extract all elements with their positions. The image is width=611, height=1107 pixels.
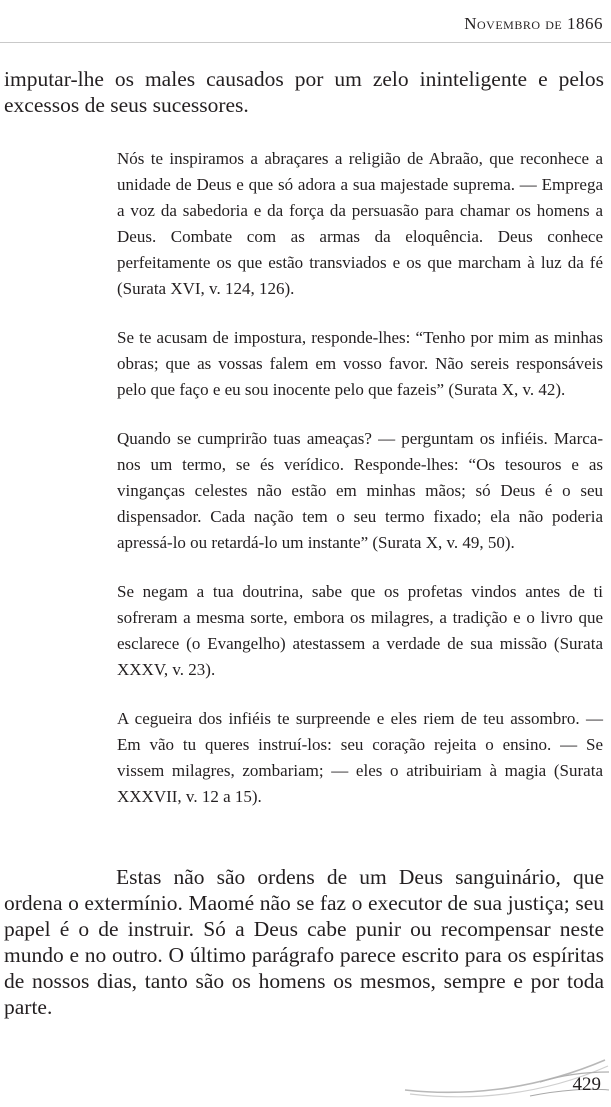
paragraph-commentary: Estas não são ordens de um Deus sanguinário, que ordena o extermínio. Maomé não se faz o executor de sua justiça; seu papel é o de instruir. Só a Deus cabe punir ou recompensar neste mundo e no outro. O último parágrafo parece escrito para os espíritas de nossos dias, tanto são os homens os mesmos, sempre e por toda parte.	[4, 865, 604, 1019]
quote-surata-xvi: Nós te inspiramos a abraçares a religião de Abraão, que reconhece a unidade de Deus e que só adora a sua majestade suprema. — Emprega a voz da sabedoria e da força da persuasão para chamar os homens a Deus. Combate com as armas da eloquência. Deus conhece perfeitamente os que estão transviados e os que marcham à luz da fé (Surata XVI, v. 124, 126).	[117, 149, 603, 298]
paragraph-continued: imputar-lhe os males causados por um zelo ininteligente e pelos excessos de seus sucessores.	[4, 67, 604, 117]
quote-surata-x-49: Quando se cumprirão tuas ameaças? — perguntam os infiéis. Marca-nos um termo, se és verídico. Responde-lhes: “Os tesouros e as vinganças celestes não estão em minhas mãos; só Deus é o seu dispensador. Cada nação tem o seu termo fixado; ela não poderia apressá-lo ou retardá-lo um instante” (Surata X, v. 49, 50).	[117, 429, 603, 552]
quote-surata-xxxvii: A cegueira dos infiéis te surpreende e eles riem de teu assombro. — Em vão tu queres instruí-los: seu coração rejeita o ensino. — Se vissem milagres, zombariam; — eles o atribuiriam à magia (Surata XXXVII, v. 12 a 15).	[117, 709, 603, 806]
quote-surata-x-42: Se te acusam de impostura, responde-lhes: “Tenho por mim as minhas obras; que as vossas falem em vosso favor. Não sereis responsáveis pelo que faço e eu sou inocente pelo que fazeis” (Surata X, v. 42).	[117, 328, 603, 399]
running-head-title: Novembro de 1866	[464, 14, 603, 33]
header-divider	[0, 42, 611, 43]
page-number: 429	[572, 1074, 601, 1095]
quote-surata-xxxv: Se negam a tua doutrina, sabe que os profetas vindos antes de ti sofreram a mesma sorte, embora os milagres, a tradição e o livro que esclarece (o Evangelho) atestassem a verdade de sua missão (Surata XXXV, v. 23).	[117, 582, 603, 679]
quotation-block	[117, 146, 603, 833]
